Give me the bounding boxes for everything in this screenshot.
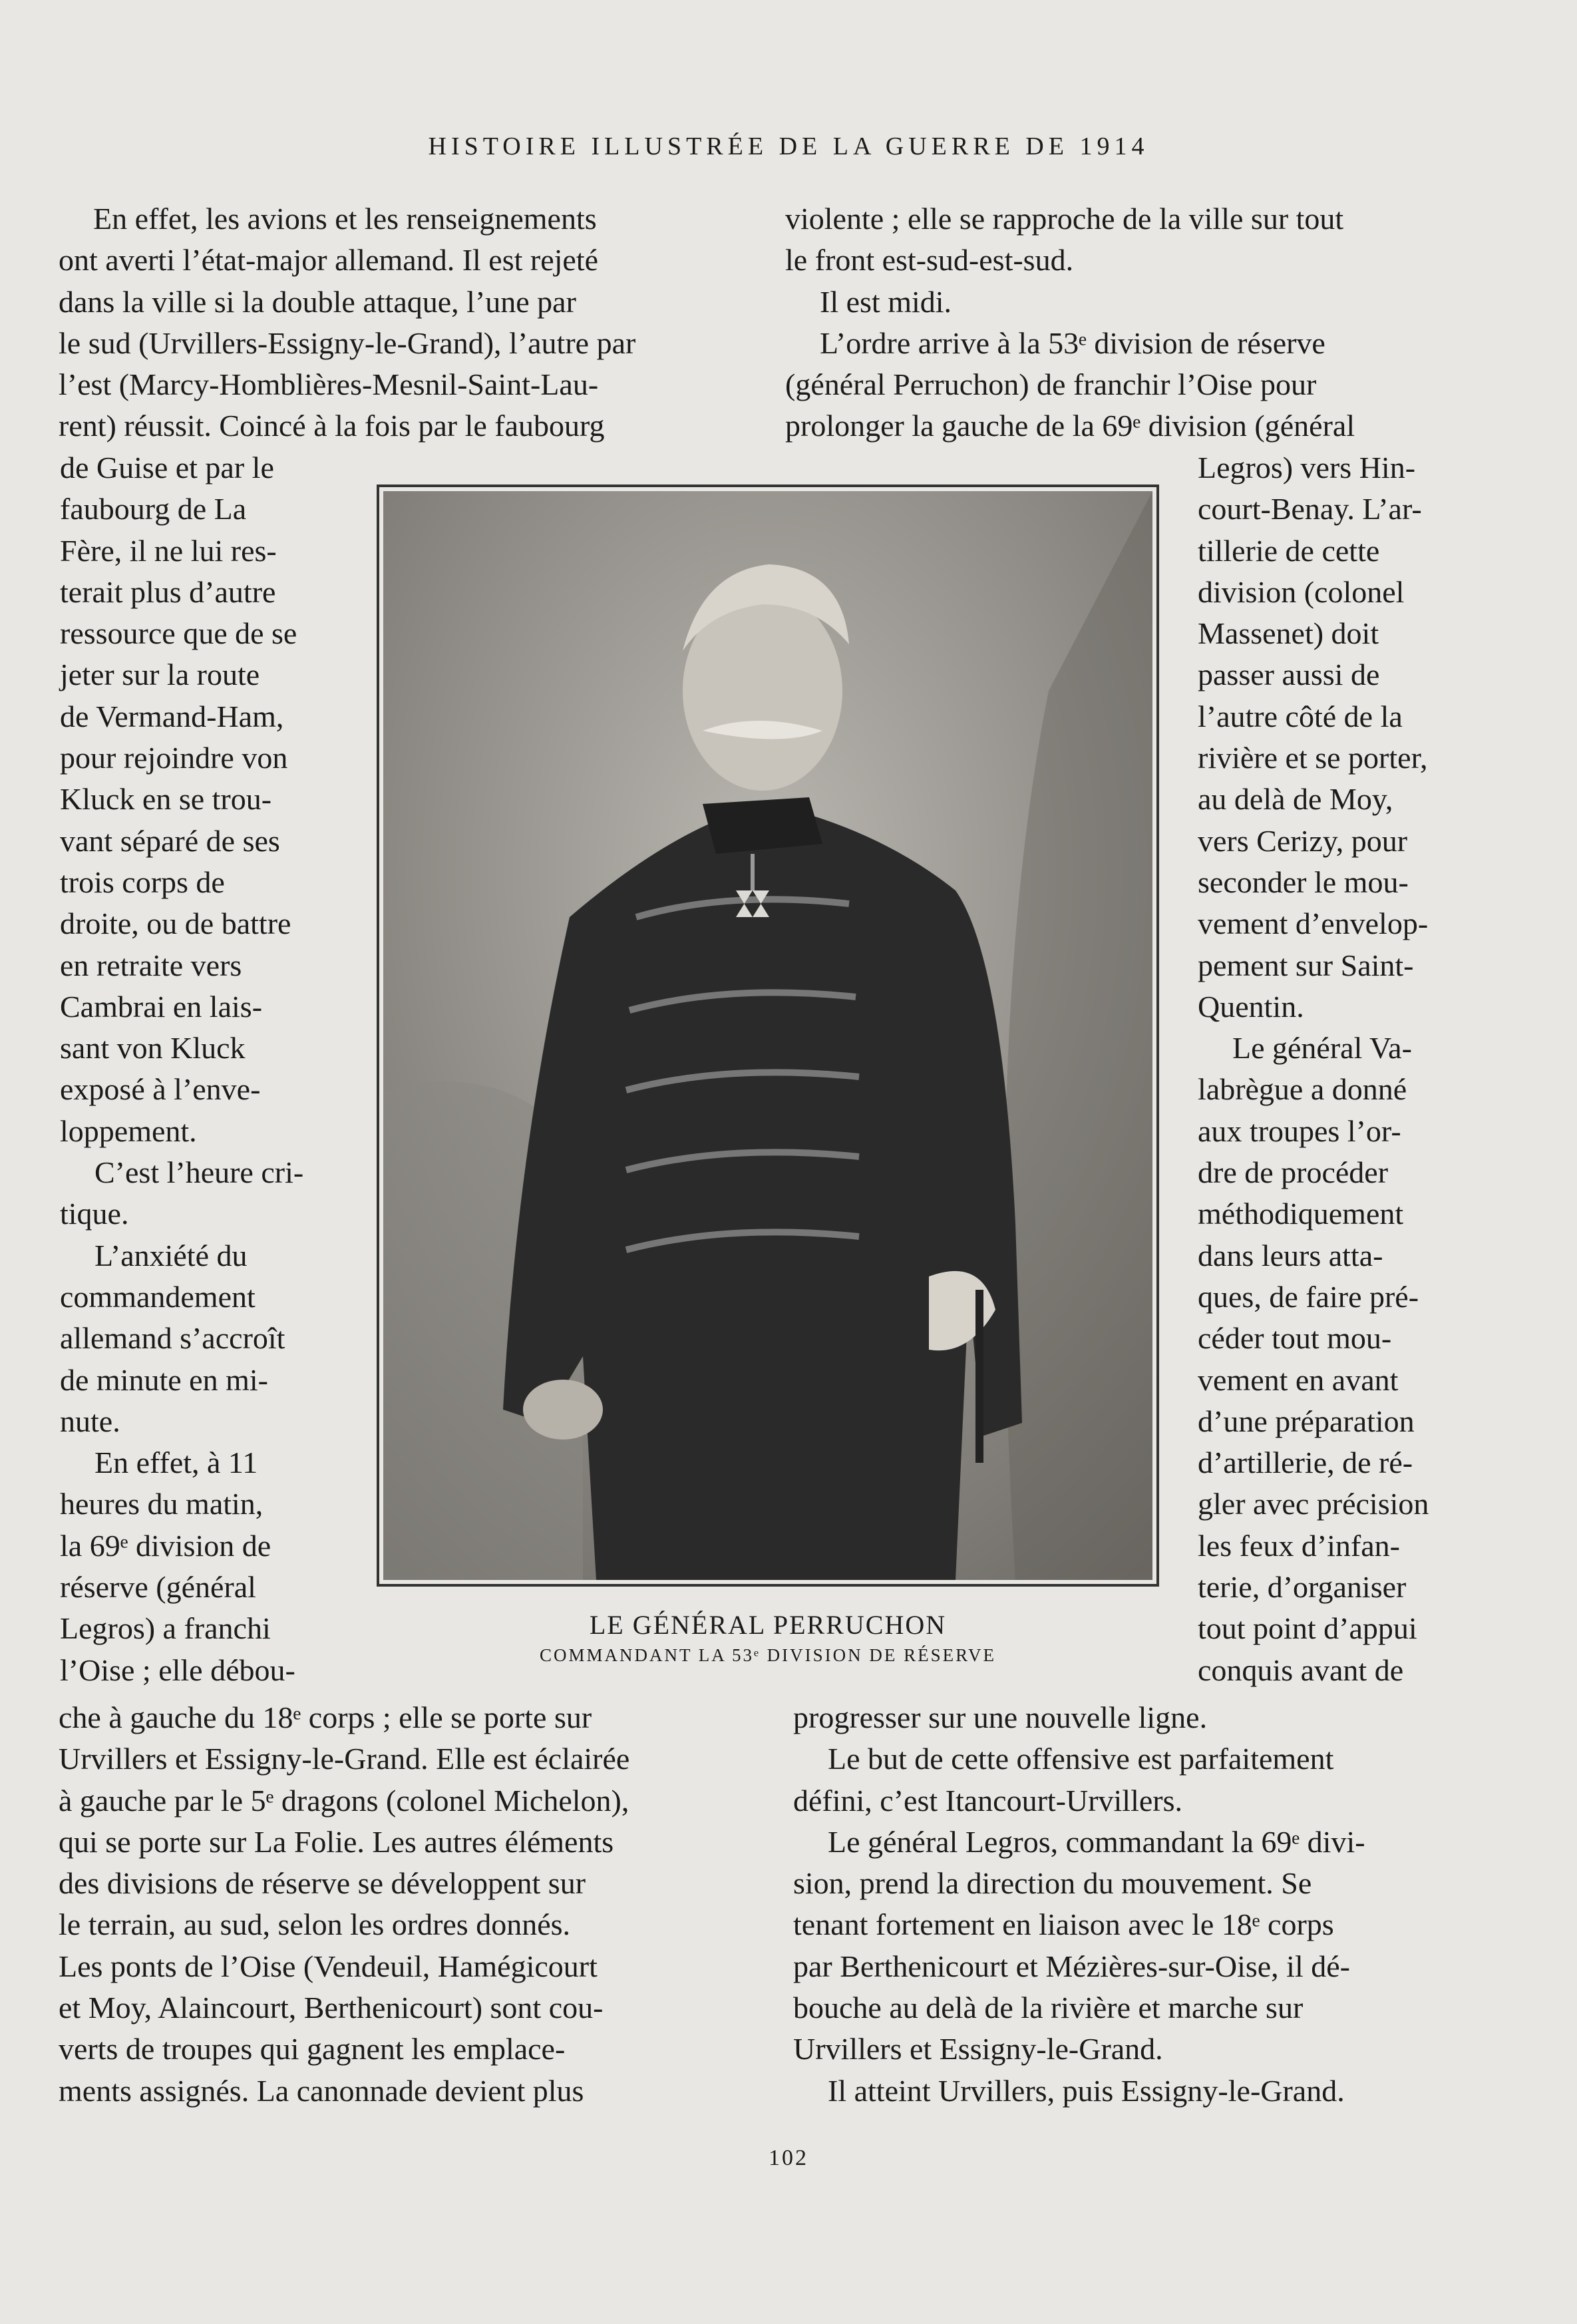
general-portrait-illustration [383, 491, 1152, 1580]
text-line: seconder le mou- [1198, 865, 1409, 899]
text-line: à gauche par le 5ᵉ dragons (colonel Michelon), [59, 1783, 629, 1818]
text-line: d’artillerie, de ré- [1198, 1446, 1413, 1480]
left-column-wrap [60, 447, 329, 1691]
text-line: le sud (Urvillers-Essigny-le-Grand), l’autre par [59, 325, 636, 360]
figure-caption-subtitle: COMMANDANT LA 53ᵉ DIVISION DE RÉSERVE [539, 1645, 996, 1665]
text-line: réserve (général [60, 1570, 256, 1605]
text-line: violente ; elle se rapproche de la ville sur tout [785, 202, 1344, 236]
text-line: Fère, il ne lui res- [60, 533, 277, 568]
text-line: gler avec précision [1198, 1487, 1429, 1521]
text-line: Le général Legros, commandant la 69ᵉ divi- [828, 1824, 1365, 1859]
text-line: verts de troupes qui gagnent les emplace- [59, 2032, 566, 2066]
text-line: défini, c’est Itancourt-Urvillers. [793, 1783, 1182, 1818]
text-line: jeter sur la route [60, 658, 260, 692]
text-line: au delà de Moy, [1198, 782, 1393, 817]
text-line: Cambrai en lais- [60, 989, 263, 1024]
text-line: C’est l’heure cri- [94, 1155, 304, 1190]
text-line: L’ordre arrive à la 53ᵉ division de réserve [820, 325, 1325, 360]
text-line: Il atteint Urvillers, puis Essigny-le-Grand. [828, 2073, 1345, 2108]
text-line: dans leurs atta- [1198, 1238, 1383, 1272]
left-column-bottom [59, 1697, 739, 2112]
text-line: commandement [60, 1279, 256, 1314]
text-line: rent) réussit. Coincé à la fois par le faubourg [59, 409, 605, 443]
text-line: la 69ᵉ division de [60, 1528, 271, 1563]
text-line: en retraite vers [60, 948, 242, 982]
text-line: l’est (Marcy-Homblières-Mesnil-Saint-Lau- [59, 367, 599, 402]
text-line: ont averti l’état-major allemand. Il est rejeté [59, 243, 599, 278]
text-line: tenant fortement en liaison avec le 18ᵉ corps [793, 1907, 1334, 1942]
text-line: nute. [60, 1404, 120, 1438]
text-line: terie, d’organiser [1198, 1570, 1407, 1605]
text-line: tillerie de cette [1198, 533, 1380, 568]
text-line: allemand s’accroît [60, 1321, 285, 1356]
text-line: Le but de cette offensive est parfaitement [828, 1742, 1334, 1776]
text-line: les feux d’infan- [1198, 1528, 1400, 1563]
text-line: dre de procéder [1198, 1155, 1389, 1190]
portrait-photo [383, 491, 1152, 1580]
text-line: le terrain, au sud, selon les ordres donnés. [59, 1907, 571, 1942]
running-head: HISTOIRE ILLUSTRÉE DE LA GUERRE DE 1914 [428, 132, 1149, 160]
text-line: pour rejoindre von [60, 741, 288, 775]
text-line: rivière et se porter, [1198, 741, 1428, 775]
text-line: vement d’envelop- [1198, 906, 1429, 941]
right-column-bottom [793, 1697, 1465, 2112]
page-number: 102 [769, 2146, 808, 2170]
portrait-figure [377, 484, 1159, 1587]
text-line: court-Benay. L’ar- [1198, 492, 1422, 526]
text-line: labrègue a donné [1198, 1072, 1407, 1107]
text-line: méthodiquement [1198, 1197, 1404, 1231]
text-line: vers Cerizy, pour [1198, 823, 1408, 858]
text-line: Legros) vers Hin- [1198, 451, 1416, 484]
text-line: Legros) a franchi [60, 1611, 271, 1646]
text-line: bouche au delà de la rivière et marche sur [793, 1991, 1304, 2025]
text-line: Massenet) doit [1198, 616, 1379, 651]
text-line: tique. [60, 1197, 129, 1231]
text-line: Urvillers et Essigny-le-Grand. Elle est éclairée [59, 1742, 630, 1776]
text-line: loppement. [60, 1113, 197, 1148]
text-line: Kluck en se trou- [60, 782, 272, 817]
text-line: terait plus d’autre [60, 574, 276, 609]
text-line: faubourg de La [60, 492, 247, 526]
text-line: l’autre côté de la [1198, 699, 1403, 733]
text-line: par Berthenicourt et Mézières-sur-Oise, il dé- [793, 1949, 1350, 1983]
text-line: Urvillers et Essigny-le-Grand. [793, 2032, 1163, 2066]
text-line: l’Oise ; elle débou- [60, 1652, 295, 1687]
text-line: et Moy, Alaincourt, Berthenicourt) sont cou- [59, 1991, 604, 2025]
text-line: Quentin. [1198, 989, 1304, 1024]
text-line: sant von Kluck [60, 1031, 246, 1065]
text-line: En effet, à 11 [94, 1446, 258, 1480]
text-line: de Vermand-Ham, [60, 699, 284, 733]
text-line: d’une préparation [1198, 1404, 1415, 1438]
text-line: sion, prend la direction du mouvement. Se [793, 1866, 1312, 1901]
text-line: L’anxiété du [94, 1238, 248, 1272]
text-line: ressource que de se [60, 616, 297, 651]
text-line: Le général Va- [1232, 1031, 1412, 1065]
text-line: prolonger la gauche de la 69ᵉ division (général [785, 409, 1355, 443]
left-column-top [59, 198, 739, 447]
text-line: En effet, les avions et les renseignements [93, 202, 597, 236]
text-line: passer aussi de [1198, 658, 1380, 692]
text-line: de Guise et par le [60, 451, 274, 484]
text-line: conquis avant de [1198, 1652, 1404, 1687]
right-column-top [785, 198, 1465, 447]
text-line: Il est midi. [820, 284, 952, 319]
text-line: ments assignés. La canonnade devient plus [59, 2073, 584, 2108]
right-column-wrap [1198, 447, 1465, 1691]
text-line: progresser sur une nouvelle ligne. [793, 1700, 1208, 1734]
text-line: division (colonel [1198, 574, 1405, 609]
text-line: exposé à l’enve- [60, 1072, 261, 1107]
text-line: droite, ou de battre [60, 906, 291, 941]
text-line: de minute en mi- [60, 1362, 268, 1397]
text-line: dans la ville si la double attaque, l’une par [59, 284, 576, 319]
text-line: pement sur Saint- [1198, 948, 1414, 982]
text-line: céder tout mou- [1198, 1321, 1392, 1356]
text-line: Les ponts de l’Oise (Vendeuil, Hamégicourt [59, 1949, 598, 1983]
text-line: vement en avant [1198, 1362, 1399, 1397]
text-line: le front est-sud-est-sud. [785, 243, 1074, 278]
text-line: (général Perruchon) de franchir l’Oise pour [785, 367, 1317, 402]
text-line: che à gauche du 18ᵉ corps ; elle se porte sur [59, 1700, 592, 1734]
text-line: ques, de faire pré- [1198, 1279, 1419, 1314]
text-line: trois corps de [60, 865, 225, 899]
text-line: qui se porte sur La Folie. Les autres éléments [59, 1824, 614, 1859]
text-line: aux troupes l’or- [1198, 1113, 1401, 1148]
text-line: vant séparé de ses [60, 823, 280, 858]
text-line: tout point d’appui [1198, 1611, 1417, 1646]
text-line: heures du matin, [60, 1487, 263, 1521]
figure-caption-title: LE GÉNÉRAL PERRUCHON [589, 1610, 947, 1640]
text-line: des divisions de réserve se développent sur [59, 1866, 586, 1901]
